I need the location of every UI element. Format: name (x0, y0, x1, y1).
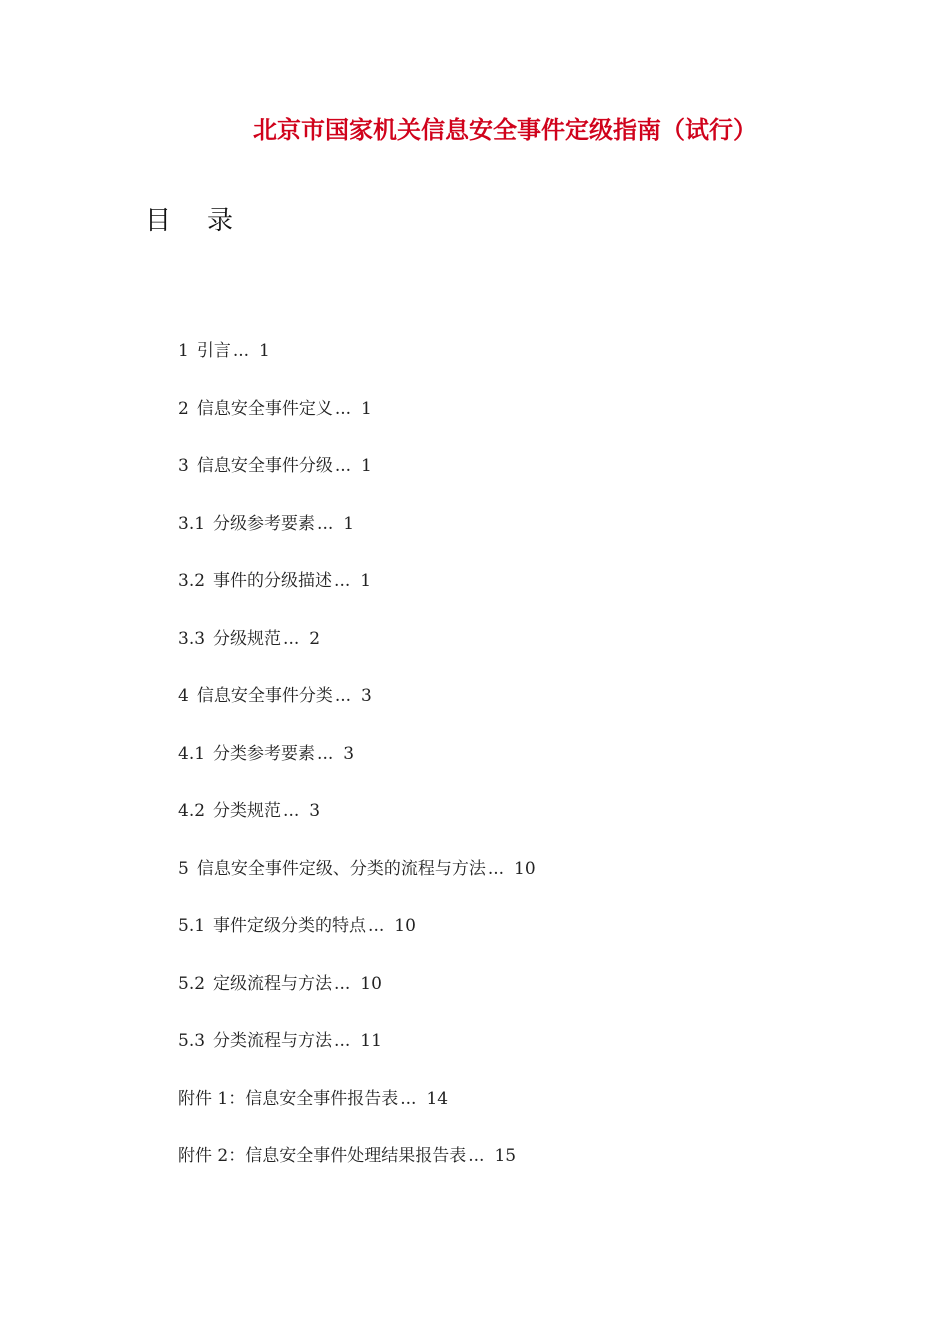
toc-entry-number: 附件 2： (178, 1146, 246, 1166)
toc-entry-number: 4.1 (178, 743, 206, 764)
toc-entry-page: 10 (394, 916, 416, 936)
toc-entry-dots: ... (334, 398, 352, 419)
toc-entry-page: 1 (343, 513, 355, 534)
toc-entry[interactable] (178, 742, 536, 800)
toc-entry[interactable] (178, 627, 536, 685)
toc-entry-text: 分级规范 (213, 628, 282, 649)
toc-entry[interactable] (178, 972, 536, 1030)
toc-entry-page: 10 (360, 973, 382, 994)
toc-entry-page: 1 (360, 571, 372, 591)
toc-entry-text: 分级参考要素 (213, 513, 316, 534)
toc-entry-dots: ... (334, 571, 351, 591)
toc-entry-number: 3.3 (178, 628, 206, 649)
toc-heading (145, 200, 233, 237)
toc-entry-dots: ... (334, 456, 352, 476)
toc-entry-number: 2 (178, 398, 189, 419)
toc-entry-text: 定级流程与方法 (213, 973, 333, 994)
toc-entry-number: 5.3 (178, 1031, 206, 1051)
toc-entry-text: 信息安全事件分类 (196, 686, 333, 706)
toc-entry-number: 4.2 (178, 801, 206, 821)
toc-entry-page: 3 (343, 743, 355, 764)
toc-entry[interactable] (178, 857, 536, 915)
toc-entry-text: 引言 (196, 341, 231, 361)
toc-entry-page: 3 (361, 686, 372, 706)
document-title: 北京市国家机关信息安全事件定级指南（试行） (253, 116, 757, 144)
toc-entry[interactable] (178, 1144, 536, 1202)
toc-entry-dots: ... (468, 1146, 485, 1166)
toc-entry-text: 事件的分级描述 (213, 571, 333, 591)
toc-entry-text: 信息安全事件分级 (196, 456, 333, 476)
toc-entry-page: 15 (494, 1146, 517, 1166)
toc-entry-page: 11 (360, 1031, 382, 1051)
toc-heading-char-1: 目 (145, 206, 172, 236)
toc-entry-number: 3 (178, 456, 189, 476)
toc-entry-dots: ... (317, 513, 334, 534)
toc-entry-text: 信息安全事件定义 (196, 398, 333, 419)
toc-entry-dots: ... (334, 973, 351, 994)
toc-entry-number: 5.1 (178, 916, 206, 936)
toc-entry-page: 1 (361, 398, 372, 419)
toc-entry-dots: ... (283, 628, 300, 649)
toc-heading-char-2: 录 (207, 206, 234, 236)
toc-entry[interactable] (178, 1087, 536, 1145)
toc-entry-number: 3.1 (178, 513, 206, 534)
toc-entry-number: 5.2 (178, 973, 206, 994)
toc-entry-dots: ... (368, 916, 385, 936)
toc-entry-text: 信息安全事件处理结果报告表 (245, 1146, 467, 1166)
toc-entry[interactable] (178, 1029, 536, 1087)
toc-list (178, 339, 536, 1202)
toc-entry[interactable] (178, 512, 536, 570)
toc-entry-text: 分类参考要素 (213, 743, 316, 764)
toc-entry-dots: ... (283, 801, 300, 821)
toc-entry-number: 3.2 (178, 571, 206, 591)
toc-entry-page: 2 (309, 628, 321, 649)
toc-entry-text: 分类流程与方法 (213, 1031, 333, 1051)
toc-entry-dots: ... (334, 686, 352, 706)
toc-entry[interactable] (178, 914, 536, 972)
toc-entry-dots: ... (487, 858, 505, 879)
toc-entry-number: 附件 1： (178, 1088, 246, 1109)
toc-entry-dots: ... (317, 743, 334, 764)
toc-entry-number: 5 (178, 858, 189, 879)
toc-entry[interactable] (178, 569, 536, 627)
toc-entry[interactable] (178, 799, 536, 857)
toc-entry-dots: ... (334, 1031, 351, 1051)
toc-entry-page: 1 (259, 341, 270, 361)
toc-entry-number: 4 (178, 686, 189, 706)
toc-entry-dots: ... (400, 1088, 417, 1109)
toc-entry[interactable] (178, 397, 536, 455)
toc-entry-page: 3 (309, 801, 321, 821)
toc-entry-text: 信息安全事件定级、分类的流程与方法 (196, 858, 486, 879)
toc-entry[interactable] (178, 454, 536, 512)
toc-entry-text: 分类规范 (213, 801, 282, 821)
toc-entry-text: 事件定级分类的特点 (213, 916, 367, 936)
toc-entry-page: 14 (426, 1088, 449, 1109)
toc-entry[interactable] (178, 339, 536, 397)
toc-entry-number: 1 (178, 341, 189, 361)
toc-entry-text: 信息安全事件报告表 (245, 1088, 399, 1109)
toc-entry-page: 10 (514, 858, 536, 879)
toc-entry[interactable] (178, 684, 536, 742)
toc-entry-page: 1 (361, 456, 372, 476)
toc-entry-dots: ... (232, 341, 250, 361)
